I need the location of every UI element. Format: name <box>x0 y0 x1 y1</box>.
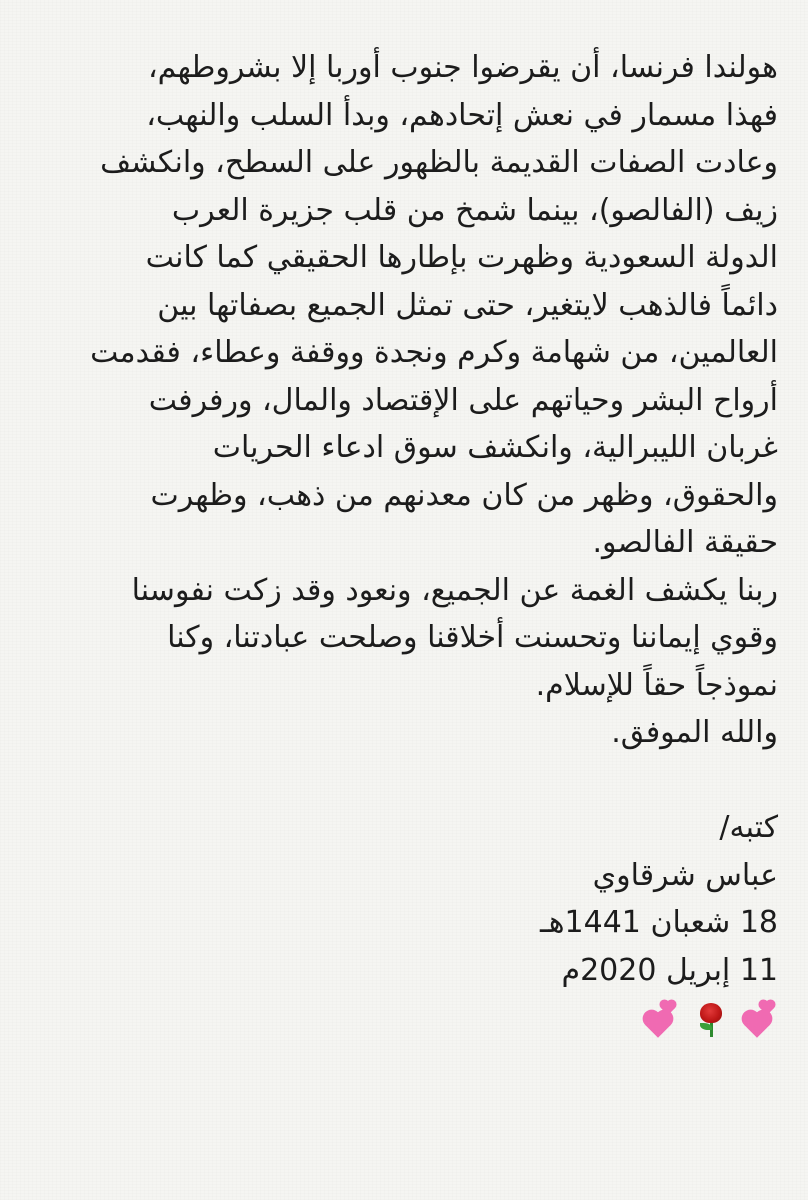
paragraph-line: وعادت الصفات القديمة بالظهور على السطح، وانكشف <box>100 145 778 180</box>
emoji-row <box>30 994 778 1042</box>
paragraph-line: العالمين، من شهامة وكرم ونجدة ووقفة وعطاء، فقدمت <box>90 335 778 370</box>
paragraph-line: غربان الليبرالية، وانكشف سوق ادعاء الحريات <box>212 430 778 465</box>
two-hearts-icon <box>742 1001 778 1037</box>
paragraph-line: نموذجاً حقاً للإسلام. <box>535 667 778 703</box>
hijri-date: 18 شعبان 1441هـ <box>539 905 778 940</box>
author-name: عباس شرقاوي <box>592 857 778 893</box>
closing-line: والله الموفق. <box>611 715 778 750</box>
paragraph-line: أرواح البشر وحياتهم على الإقتصاد والمال، ورفرفت <box>148 382 778 418</box>
two-hearts-icon <box>643 1001 679 1037</box>
note-body <box>30 44 778 1042</box>
rose-icon <box>692 1001 728 1037</box>
paragraph-line: فهذا مسمار في نعش إتحادهم، وبدأ السلب والنهب، <box>146 97 778 133</box>
paragraph-line: دائماً فالذهب لايتغير، حتى تمثل الجميع بصفاتها بين <box>157 287 778 323</box>
paragraph-line: هولندا فرنسا، أن يقرضوا جنوب أوربا إلا بشروطهم، <box>147 50 778 85</box>
written-by-label: كتبه/ <box>719 810 778 845</box>
paragraph-line: وقوي إيماننا وتحسنت أخلاقنا وصلحت عبادتنا، وكنا <box>167 620 778 655</box>
gregorian-date: 11 إبريل 2020م <box>561 952 778 988</box>
paragraph-line: زيف (الفالصو)، بينما شمخ من قلب جزيرة العرب <box>171 192 778 228</box>
blank-line <box>30 757 778 805</box>
paragraph-line: حقيقة الفالصو. <box>592 525 778 560</box>
paragraph-line: والحقوق، وظهر من كان معدنهم من ذهب، وظهرت <box>150 477 778 513</box>
paragraph-line: الدولة السعودية وظهرت بإطارها الحقيقي كما كانت <box>145 240 778 275</box>
paragraph-line: ربنا يكشف الغمة عن الجميع، ونعود وقد زكت نفوسنا <box>131 572 778 608</box>
